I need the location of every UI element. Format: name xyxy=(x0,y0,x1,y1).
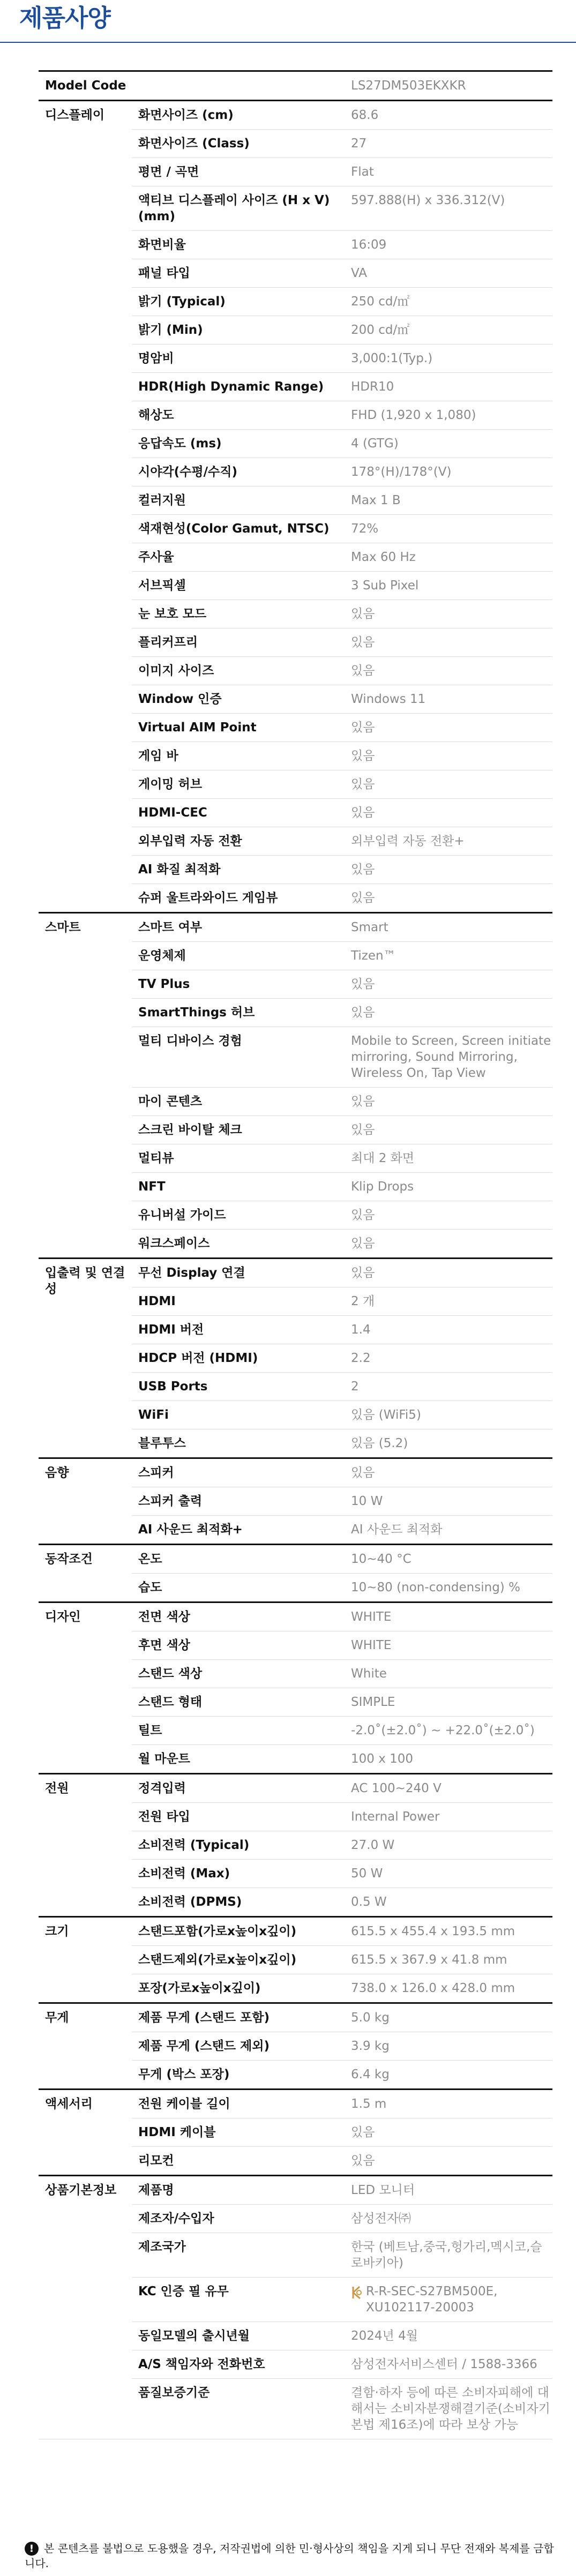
spec-value: 결함·하자 등에 따른 소비자피해에 대해서는 소비자분쟁해결기준(소비자기본법 제16조)에 따라 보상 가능 xyxy=(345,2379,552,2439)
spec-value: 0.5 W xyxy=(345,1888,552,1917)
spec-category: 입출력 및 연결성 xyxy=(39,1259,132,1458)
spec-value: 있음 xyxy=(345,600,552,628)
spec-value: 있음 xyxy=(345,970,552,999)
spec-key: Virtual AIM Point xyxy=(132,714,345,742)
spec-row xyxy=(39,2176,552,2205)
spec-key: KC 인증 필 유무 xyxy=(132,2278,345,2322)
spec-key: 평면 / 곡면 xyxy=(132,158,345,186)
spec-value: 5.0 kg xyxy=(345,2003,552,2032)
spec-value: 있음 xyxy=(345,856,552,884)
spec-value: WHITE xyxy=(345,1602,552,1631)
spec-value: Max 60 Hz xyxy=(345,543,552,572)
spec-key: 명암비 xyxy=(132,345,345,373)
spec-key: 화면사이즈 (Class) xyxy=(132,130,345,158)
spec-key: 밝기 (Min) xyxy=(132,316,345,345)
spec-key: 제품명 xyxy=(132,2176,345,2205)
spec-value: 있음 xyxy=(345,884,552,913)
spec-key: HDCP 버전 (HDMI) xyxy=(132,1344,345,1373)
spec-value: 2024년 4월 xyxy=(345,2322,552,2350)
spec-value: 최대 2 화면 xyxy=(345,1144,552,1173)
spec-value: 738.0 x 126.0 x 428.0 mm xyxy=(345,1974,552,2003)
spec-key: 전면 색상 xyxy=(132,1602,345,1631)
spec-key: 틸트 xyxy=(132,1717,345,1745)
spec-value: 68.6 xyxy=(345,101,552,130)
spec-key: 게임 바 xyxy=(132,742,345,770)
spec-value: Flat xyxy=(345,158,552,186)
spec-key: 제품 무게 (스탠드 포함) xyxy=(132,2003,345,2032)
spec-key: 스탠드제외(가로x높이x깊이) xyxy=(132,1946,345,1974)
spec-value: 10 W xyxy=(345,1487,552,1516)
spec-key: 스탠드 색상 xyxy=(132,1660,345,1688)
spec-row xyxy=(39,1602,552,1631)
spec-value: 있음 xyxy=(345,1230,552,1259)
spec-value: 597.888(H) x 336.312(V) xyxy=(345,186,552,231)
spec-value: Smart xyxy=(345,913,552,942)
spec-value: 72% xyxy=(345,515,552,543)
spec-category: 상품기본정보 xyxy=(39,2176,132,2439)
spec-value: 삼성전자㈜ xyxy=(345,2205,552,2233)
spec-key: 습도 xyxy=(132,1574,345,1602)
spec-key: 동일모델의 출시년월 xyxy=(132,2322,345,2350)
spec-value: 4 (GTG) xyxy=(345,430,552,458)
spec-key: 소비전력 (DPMS) xyxy=(132,1888,345,1917)
spec-key: 제품 무게 (스탠드 제외) xyxy=(132,2032,345,2061)
spec-value: 1.4 xyxy=(345,1316,552,1344)
spec-key: AI 화질 최적화 xyxy=(132,856,345,884)
spec-value: WHITE xyxy=(345,1631,552,1660)
copyright-text: 본 콘텐츠를 불법으로 도용했을 경우, 저작권법에 의한 민·형사상의 책임을 지게 되니 무단 전재와 복제를 금합니다. xyxy=(25,2542,554,2570)
spec-key: 무선 Display 연결 xyxy=(132,1259,345,1287)
spec-value xyxy=(345,2278,552,2322)
spec-value: 6.4 kg xyxy=(345,2061,552,2090)
spec-value: 있음 xyxy=(345,628,552,657)
spec-value: 27 xyxy=(345,130,552,158)
spec-value: 50 W xyxy=(345,1860,552,1888)
spec-key: 색재현성(Color Gamut, NTSC) xyxy=(132,515,345,543)
spec-key: 스크린 바이탈 체크 xyxy=(132,1116,345,1144)
spec-category: 액세서리 xyxy=(39,2090,132,2176)
spec-key: 전원 타입 xyxy=(132,1803,345,1831)
spec-key: 제조국가 xyxy=(132,2233,345,2278)
spec-value: 2 xyxy=(345,1373,552,1401)
spec-row xyxy=(39,1259,552,1287)
spec-value: FHD (1,920 x 1,080) xyxy=(345,401,552,430)
spec-category: 디자인 xyxy=(39,1602,132,1774)
spec-key: 온도 xyxy=(132,1545,345,1574)
spec-value: Klip Drops xyxy=(345,1173,552,1201)
spec-key: 후면 색상 xyxy=(132,1631,345,1660)
spec-value: 200 cd/㎡ xyxy=(345,316,552,345)
kc-certification-icon xyxy=(351,2286,363,2304)
spec-key: 월 마운트 xyxy=(132,1745,345,1774)
spec-category: 무게 xyxy=(39,2003,132,2090)
spec-key: NFT xyxy=(132,1173,345,1201)
spec-key: 무게 (박스 포장) xyxy=(132,2061,345,2090)
spec-value: 있음 xyxy=(345,799,552,827)
spec-value: 3 Sub Pixel xyxy=(345,572,552,600)
spec-key: 컬러지원 xyxy=(132,486,345,515)
spec-key: 게이밍 허브 xyxy=(132,770,345,799)
spec-category: 동작조건 xyxy=(39,1545,132,1602)
spec-value: 있음 xyxy=(345,1201,552,1230)
spec-key: 전원 케이블 길이 xyxy=(132,2090,345,2118)
spec-key: 스마트 여부 xyxy=(132,913,345,942)
spec-key: 운영체제 xyxy=(132,942,345,970)
spec-key: 스탠드포함(가로x높이x깊이) xyxy=(132,1917,345,1946)
spec-value: Max 1 B xyxy=(345,486,552,515)
spec-value: 100 x 100 xyxy=(345,1745,552,1774)
spec-value: 10~40 °C xyxy=(345,1545,552,1574)
spec-value: VA xyxy=(345,259,552,288)
spec-key: 마이 콘텐츠 xyxy=(132,1088,345,1116)
spec-value: AI 사운드 최적화 xyxy=(345,1516,552,1545)
spec-value: 16:09 xyxy=(345,231,552,259)
spec-key: AI 사운드 최적화+ xyxy=(132,1516,345,1545)
spec-value: 250 cd/㎡ xyxy=(345,288,552,316)
spec-value: LED 모니터 xyxy=(345,2176,552,2205)
spec-row xyxy=(39,2090,552,2118)
spec-key: A/S 책임자와 전화번호 xyxy=(132,2350,345,2379)
spec-key: HDMI xyxy=(132,1287,345,1316)
spec-key: 멀티 디바이스 경험 xyxy=(132,1027,345,1088)
spec-value: Mobile to Screen, Screen initiate mirroring, Sound Mirroring, Wireless On, Tap View xyxy=(345,1027,552,1088)
spec-key: Window 인증 xyxy=(132,685,345,714)
spec-row xyxy=(39,101,552,130)
spec-value: 있음 xyxy=(345,1259,552,1287)
model-code-label: Model Code xyxy=(39,71,345,101)
spec-key: HDR(High Dynamic Range) xyxy=(132,373,345,401)
spec-key: HDMI 케이블 xyxy=(132,2118,345,2147)
spec-key: 소비전력 (Typical) xyxy=(132,1831,345,1860)
spec-key: 제조자/수입자 xyxy=(132,2205,345,2233)
spec-value: Windows 11 xyxy=(345,685,552,714)
spec-key: 품질보증기준 xyxy=(132,2379,345,2439)
spec-key: 리모컨 xyxy=(132,2147,345,2176)
spec-value: 있음 xyxy=(345,2147,552,2176)
spec-row-model xyxy=(39,71,552,101)
exclamation-circle-icon: ! xyxy=(25,2542,39,2556)
spec-value: 615.5 x 367.9 x 41.8 mm xyxy=(345,1946,552,1974)
spec-key: 주사율 xyxy=(132,543,345,572)
spec-key: 시야각(수평/수직) xyxy=(132,458,345,486)
spec-key: WiFi xyxy=(132,1401,345,1429)
spec-value: 있음 xyxy=(345,657,552,685)
spec-value: Tizen™ xyxy=(345,942,552,970)
spec-category: 디스플레이 xyxy=(39,101,132,913)
spec-row xyxy=(39,1545,552,1574)
spec-value: 1.5 m xyxy=(345,2090,552,2118)
spec-value: 외부입력 자동 전환+ xyxy=(345,827,552,856)
spec-key: 포장(가로x높이x깊이) xyxy=(132,1974,345,2003)
spec-key: 화면비율 xyxy=(132,231,345,259)
spec-key: SmartThings 허브 xyxy=(132,999,345,1027)
spec-row xyxy=(39,1774,552,1803)
spec-value: HDR10 xyxy=(345,373,552,401)
spec-key: 화면사이즈 (cm) xyxy=(132,101,345,130)
spec-value: -2.0˚(±2.0˚) ~ +22.0˚(±2.0˚) xyxy=(345,1717,552,1745)
spec-key: 멀티뷰 xyxy=(132,1144,345,1173)
spec-key: 스탠드 형태 xyxy=(132,1688,345,1717)
spec-key: 스피커 출력 xyxy=(132,1487,345,1516)
spec-row xyxy=(39,1917,552,1946)
spec-row xyxy=(39,2003,552,2032)
spec-value: 있음 xyxy=(345,1088,552,1116)
spec-value: 한국 (베트남,중국,헝가리,멕시코,슬로바키아) xyxy=(345,2233,552,2278)
model-code-value: LS27DM503EKXKR xyxy=(345,71,552,101)
spec-key: 패널 타입 xyxy=(132,259,345,288)
spec-key: 플리커프리 xyxy=(132,628,345,657)
spec-category: 스마트 xyxy=(39,913,132,1259)
spec-key: 슈퍼 울트라와이드 게임뷰 xyxy=(132,884,345,913)
spec-key: HDMI-CEC xyxy=(132,799,345,827)
spec-category: 전원 xyxy=(39,1774,132,1917)
spec-value: 있음 (WiFi5) xyxy=(345,1401,552,1429)
spec-value: 있음 xyxy=(345,999,552,1027)
spec-value: 10~80 (non-condensing) % xyxy=(345,1574,552,1602)
spec-value: 있음 xyxy=(345,770,552,799)
spec-table xyxy=(39,70,552,2439)
spec-value: White xyxy=(345,1660,552,1688)
spec-value: 있음 xyxy=(345,742,552,770)
spec-key: 응답속도 (ms) xyxy=(132,430,345,458)
spec-value: Internal Power xyxy=(345,1803,552,1831)
spec-key: 소비전력 (Max) xyxy=(132,1860,345,1888)
spec-key: 워크스페이스 xyxy=(132,1230,345,1259)
spec-value: 178°(H)/178°(V) xyxy=(345,458,552,486)
spec-value: 있음 (5.2) xyxy=(345,1429,552,1458)
spec-category: 음향 xyxy=(39,1458,132,1545)
spec-key: 액티브 디스플레이 사이즈 (H x V) (mm) xyxy=(132,186,345,231)
spec-key: 밝기 (Typical) xyxy=(132,288,345,316)
spec-value: 3.9 kg xyxy=(345,2032,552,2061)
spec-value: 있음 xyxy=(345,1116,552,1144)
spec-value: 27.0 W xyxy=(345,1831,552,1860)
spec-value: 2.2 xyxy=(345,1344,552,1373)
spec-value: 있음 xyxy=(345,1458,552,1487)
spec-value: 2 개 xyxy=(345,1287,552,1316)
spec-row xyxy=(39,1458,552,1487)
spec-category: 크기 xyxy=(39,1917,132,2003)
title-divider xyxy=(0,42,576,43)
spec-row xyxy=(39,913,552,942)
copyright-notice xyxy=(25,2541,560,2570)
spec-key: 해상도 xyxy=(132,401,345,430)
spec-value: 615.5 x 455.4 x 193.5 mm xyxy=(345,1917,552,1946)
spec-value: 있음 xyxy=(345,2118,552,2147)
page-title: 제품사양 xyxy=(19,4,110,32)
spec-key: 서브픽셀 xyxy=(132,572,345,600)
spec-key: 유니버설 가이드 xyxy=(132,1201,345,1230)
spec-key: 스피커 xyxy=(132,1458,345,1487)
spec-key: TV Plus xyxy=(132,970,345,999)
spec-value: 3,000:1(Typ.) xyxy=(345,345,552,373)
spec-key: 외부입력 자동 전환 xyxy=(132,827,345,856)
spec-key: 정격입력 xyxy=(132,1774,345,1803)
spec-key: USB Ports xyxy=(132,1373,345,1401)
spec-value: SIMPLE xyxy=(345,1688,552,1717)
spec-key: HDMI 버전 xyxy=(132,1316,345,1344)
spec-value: 삼성전자서비스센터 / 1588-3366 xyxy=(345,2350,552,2379)
spec-value: AC 100~240 V xyxy=(345,1774,552,1803)
spec-key: 블루투스 xyxy=(132,1429,345,1458)
kc-certification-number: R-R-SEC-S27BM500E, XU102117-20003 xyxy=(366,2285,498,2315)
spec-value: 있음 xyxy=(345,714,552,742)
spec-key: 눈 보호 모드 xyxy=(132,600,345,628)
spec-key: 이미지 사이즈 xyxy=(132,657,345,685)
